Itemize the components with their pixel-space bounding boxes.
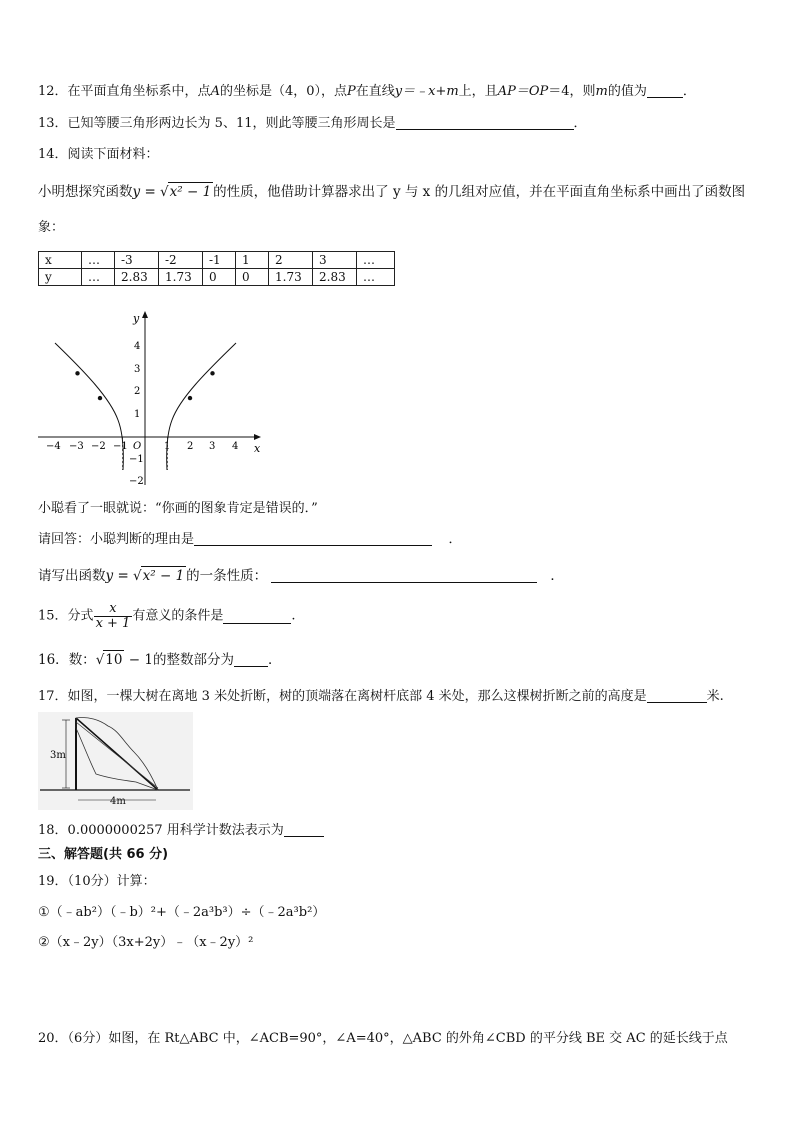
table-cell: -1 [203,252,236,269]
q14-value-table [38,251,395,286]
q14-ask2-text-a: 请写出函数 [38,568,106,584]
question-13 [38,115,587,133]
q16-minus: − 1 [124,652,153,668]
q14-ask2-y: y [105,568,114,584]
x-tick-label: −1 [113,441,128,452]
q14-p1-text-c: 象： [38,220,65,235]
q12-text-6: 的值为 [607,84,647,99]
y-tick-label: 1 [134,409,141,420]
q14-ask1-text: 请回答：小聪判断的理由是 [38,532,195,547]
table-cell: 1.73 [269,269,313,286]
q14-fn-y: y [132,184,141,200]
table-cell: -3 [115,252,159,269]
q13-number: 13． [38,116,68,131]
q16-radicand: 10 [105,652,123,668]
q14-fn-eq: = [144,184,156,200]
q12-text-3: 在直线 [355,84,395,99]
q14-comment-text: 小聪看了一眼就说：“你画的图象肯定是错误的．” [38,501,318,516]
table-cell: … [82,269,115,286]
q14-comment [38,500,318,518]
q15-number: 15． [38,608,68,624]
q16-end: ． [267,652,282,668]
table-row [39,252,395,269]
x-tick-label: 4 [232,441,239,452]
question-20 [38,1030,728,1048]
q17-answer-blank[interactable] [647,688,707,703]
q12-point-a: A [210,84,220,99]
q14-p1-text-b: 的性质，他借助计算器求出了 y 与 x 的几组对应值，并在平面直角坐标系中画出了函数图 [213,184,746,200]
question-18 [38,822,324,840]
q17-number: 17． [38,689,68,704]
q17-text: 如图，一棵大树在离地 3 米处折断，树的顶端落在离树杆底部 4 米处，那么这棵树折断之前的高度是 [67,689,647,704]
width-label: 4m [110,796,126,807]
q17-broken-tree-figure [38,712,193,810]
q12-text-2: 的坐标是（4，0），点 [219,84,347,99]
q18-answer-blank[interactable] [284,822,324,837]
q12-point-p: P [347,84,356,99]
question-14-intro [38,146,159,164]
q13-text: 已知等腰三角形两边长为 5、11，则此等腰三角形周长是 [67,116,396,131]
table-cell: x [39,252,82,269]
q12-answer-blank[interactable] [647,83,683,98]
x-axis-label: x [254,442,261,455]
q14-number: 14． [38,147,68,162]
table-cell: 1 [236,252,269,269]
table-cell: … [357,269,395,286]
q18-text: 0.0000000257 用科学计数法表示为 [67,823,284,838]
y-tick-label: −1 [129,454,144,465]
x-tick-label: 3 [209,441,216,452]
table-row [39,269,395,286]
table-cell: 0 [203,269,236,286]
q15-fraction [94,602,133,631]
section-3-heading: 三、解答题(共 66 分) [38,847,169,862]
q16-answer-blank[interactable] [234,652,268,667]
q13-answer-blank[interactable] [396,115,574,130]
q14-paragraph-1-end [38,219,64,237]
q16-number: 16． [38,652,69,668]
q14-function-graph [30,305,270,490]
q19-text: （10分）计算： [67,874,156,889]
curve-right-branch [167,343,239,470]
x-tick-label: −4 [46,441,61,452]
q14-ask1-end: ． [448,532,462,547]
table-cell: … [357,252,395,269]
table-cell: 3 [313,252,357,269]
q14-ask2-end: ． [550,568,564,584]
x-tick-label: −2 [91,441,106,452]
q12-condition: AP＝OP [497,84,549,99]
x-ticks [46,441,238,452]
q15-answer-blank[interactable] [223,609,291,624]
question-19 [38,873,156,891]
q14-p1-text-a: 小明想探究函数 [38,184,133,200]
q18-number: 18． [38,823,68,838]
table-cell: 2 [269,252,313,269]
q14-ask2-text-b: 的一条性质： [186,568,268,584]
q14-ask2-eq: = [117,568,129,584]
q16-text-2: 的整数部分为 [152,652,234,668]
question-12 [38,83,696,101]
x-tick-label: −3 [69,441,84,452]
q12-text-4: 上，且 [458,84,498,99]
q14-ask-1 [38,531,462,549]
height-label: 3m [50,750,66,761]
q19-expression-1: ①（﹣ab²）（﹣b）²+（﹣2a³b³）÷（﹣2a³b²） [38,905,326,920]
q15-numerator: x [94,602,133,617]
q12-line-equation: y＝﹣x+m [394,84,459,99]
question-16: 16．数：√10 − 1的整数部分为 ． [38,652,282,668]
q15-denominator: x + 1 [95,616,131,631]
q14-paragraph-1: 小明想探究函数y = √x² − 1 的性质，他借助计算器求出了 y 与 x 的几组对应值，并在平面直角坐标系中画出了函数图 [38,184,746,200]
question-15 [38,602,295,631]
q19-number: 19． [38,874,68,889]
q12-end: ． [682,84,696,99]
q14-property-blank[interactable] [271,568,537,583]
y-ticks [129,341,144,487]
data-point [75,371,79,375]
y-tick-label: 4 [134,341,141,352]
y-tick-label: 2 [134,386,141,397]
origin-label: O [133,441,142,452]
q12-var-m: m [595,84,608,99]
y-tick-label: 3 [134,364,141,375]
q13-end: ． [573,116,587,131]
data-point [188,396,192,400]
q20-number: 20． [38,1031,68,1046]
q20-text: （6分）如图，在 Rt△ABC 中，∠ACB=90°，∠A=40°，△ABC 的外角∠CBD 的平分线 BE 交 AC 的延长线于点 [67,1031,728,1046]
table-cell: 2.83 [313,269,357,286]
q14-ask-2: 请写出函数y = √x² − 1 的一条性质： ． [38,568,564,584]
question-17 [38,688,724,706]
q15-text-1: 分式 [67,608,94,624]
q12-text-1: 在平面直角坐标系中，点 [67,84,211,99]
x-tick-label: 2 [187,441,194,452]
q19-expression-2: ②（x﹣2y）（3x+2y）﹣（x﹣2y）² [38,935,254,950]
y-axis-label: y [133,312,140,325]
q17-end: 米. [706,689,724,704]
q15-end: . [291,608,296,624]
q12-number: 12． [38,84,68,99]
q14-intro: 阅读下面材料： [67,147,159,162]
table-cell: 2.83 [115,269,159,286]
q16-text-1: 数： [68,652,96,668]
q12-text-5: ＝4，则 [548,84,596,99]
table-cell: 0 [236,269,269,286]
data-point [98,396,102,400]
table-cell: … [82,252,115,269]
q14-fn-radicand: x² − 1 [169,184,212,200]
data-point [210,371,214,375]
x-tick-label: 1 [164,441,171,452]
q15-text-2: 有意义的条件是 [132,608,224,624]
table-cell: -2 [159,252,203,269]
table-cell: 1.73 [159,269,203,286]
table-cell: y [39,269,82,286]
q14-ask2-radicand: x² − 1 [142,568,185,584]
y-tick-label: −2 [129,476,144,487]
q14-reason-blank[interactable] [194,531,432,546]
